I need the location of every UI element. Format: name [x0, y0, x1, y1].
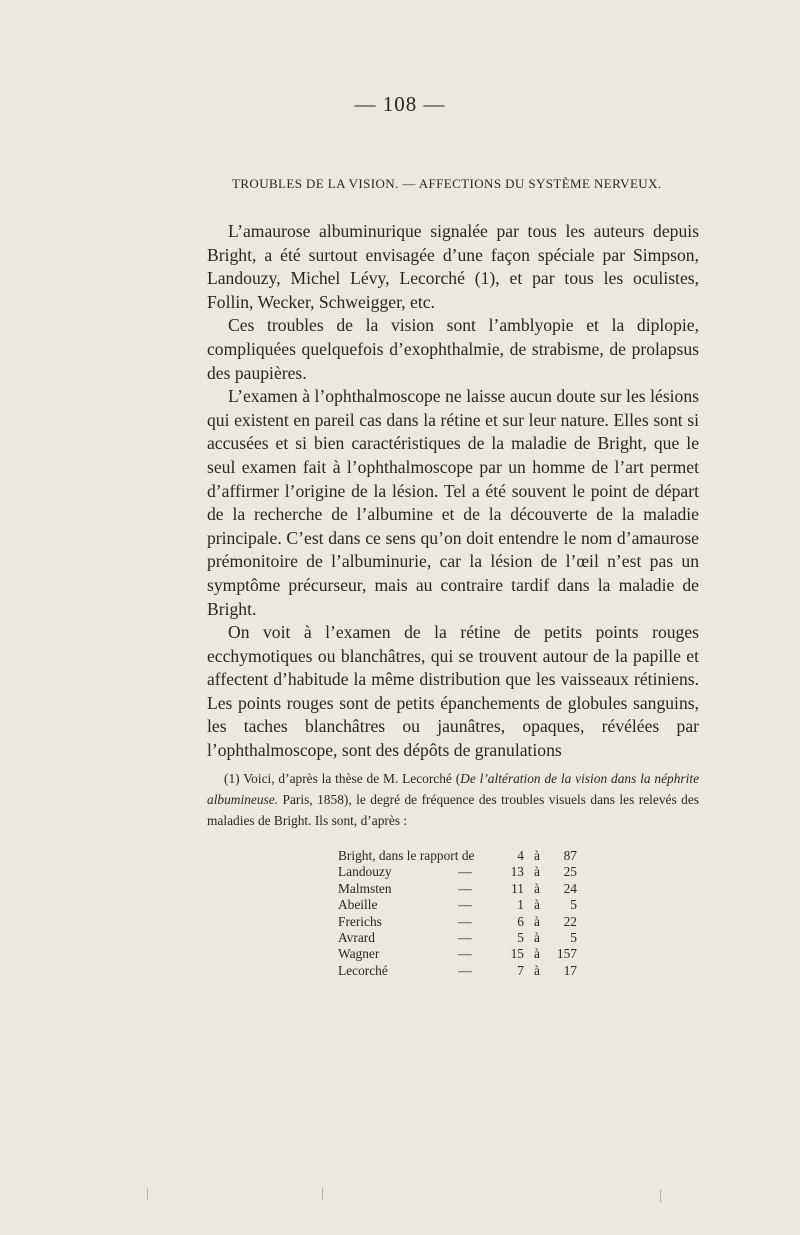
table-cell-low: 15: [510, 946, 524, 962]
page-number: — 108 —: [354, 92, 446, 116]
table-cell-name: Bright, dans le rapport de: [338, 848, 475, 863]
table-cell-low: 7: [517, 962, 524, 978]
table-row: [338, 914, 577, 930]
paper-mark: [147, 1188, 148, 1200]
table-cell-dash: —: [458, 897, 472, 913]
table-cell-dash: —: [458, 930, 472, 946]
table-row: [338, 946, 577, 962]
table-row: [338, 864, 577, 880]
table-cell-low: 1: [517, 897, 524, 913]
footnote-text: [207, 768, 699, 831]
table-cell-a: à: [534, 880, 540, 896]
table-cell-dash: —: [458, 946, 472, 962]
table-row: [338, 897, 577, 913]
table-cell-a: à: [534, 930, 540, 946]
table-cell-a: à: [534, 848, 540, 863]
frequency-table: [338, 848, 577, 979]
table-cell-a: à: [534, 962, 540, 978]
footnote-text-before: (1) Voici, d’après la thèse de M. Lecorché (: [224, 771, 461, 786]
table-cell-high: 87: [563, 848, 577, 863]
table-cell-name: Wagner: [338, 946, 380, 962]
table-row: [338, 881, 577, 897]
table-cell-high: 17: [563, 962, 577, 978]
table-cell-high: 25: [563, 864, 577, 880]
body-text: [207, 220, 699, 763]
table-cell-name: Abeille: [338, 897, 378, 913]
paper-mark: [660, 1190, 661, 1202]
table-cell-dash: —: [458, 880, 472, 896]
paper-mark: [322, 1188, 323, 1200]
footnote-title-italic: De l’altération de la vision dans la néphrite albumineuse.: [207, 771, 700, 807]
table-cell-low: 13: [510, 864, 524, 880]
table-row: [338, 848, 577, 864]
paragraph: Ces troubles de la vision sont l’amblyopie et la diplopie, compliquées quelquefois d’exophthalmie, de strabisme, de prolapsus des paupières.: [207, 315, 699, 383]
table-cell-high: 5: [570, 897, 577, 913]
table-cell-name: Frerichs: [338, 913, 382, 929]
table-cell-low: 4: [517, 848, 524, 863]
table-cell-high: 157: [556, 946, 577, 962]
table-row: [338, 963, 577, 979]
table-cell-high: 22: [563, 913, 577, 929]
table-cell-dash: —: [458, 913, 472, 929]
table-row: [338, 930, 577, 946]
table-cell-a: à: [534, 897, 540, 913]
table-cell-high: 24: [563, 880, 577, 896]
table-cell-name: Malmsten: [338, 880, 392, 896]
table-cell-low: 11: [511, 880, 524, 896]
running-head: TROUBLES DE LA VISION. — AFFECTIONS DU SYSTÈME NERVEUX.: [232, 176, 662, 191]
paragraph: L’examen à l’ophthalmoscope ne laisse aucun doute sur les lésions qui existent en pareil cas dans la rétine et sur leur nature. Elles sont si accusées et si bien caractéristiques de la maladie de Bright, que le seul examen fait à l’ophthalmoscope par un homme de l’art permet d’affirmer l’origine de la lésion. Tel a été souvent le point de départ de la recherche de l’albumine et de la découverte de la maladie principale. C’est dans ce sens qu’on doit entendre le nom d’amaurose prémonitoire de l’albuminurie, car la lésion de l’œil n’est pas un symptôme précurseur, mais au contraire tardif dans la maladie de Bright.: [207, 386, 699, 619]
paragraph: L’amaurose albuminurique signalée par tous les auteurs depuis Bright, a été surtout envisagée d’une façon spéciale par Simpson, Landouzy, Michel Lévy, Lecorché (1), et par tous les oculistes, Follin, Wecker, Schweigger, etc.: [207, 221, 699, 312]
table-cell-dash: —: [458, 864, 472, 880]
table-cell-dash: —: [458, 962, 472, 978]
table-cell-a: à: [534, 913, 540, 929]
table-cell-high: 5: [570, 930, 577, 946]
table-cell-name: Lecorché: [338, 962, 388, 978]
table-cell-low: 6: [517, 913, 524, 929]
footnote: [207, 768, 699, 831]
paragraph: On voit à l’examen de la rétine de petits points rouges ecchymotiques ou blanchâtres, qui se trouvent autour de la papille et affectent d’habitude la même distribution que les vaisseaux rétiniens. Les points rouges sont de petits épanchements de globules sanguins, les taches blanchâtres ou jaunâtres, opaques, révélées par l’ophthalmoscope, sont des dépôts de granulations: [207, 622, 699, 761]
table-cell-name: Landouzy: [338, 864, 392, 880]
footnote-text-after: Paris, 1858), le degré de fréquence des troubles visuels dans les relevés des maladies de Bright. Ils sont, d’après :: [207, 792, 699, 828]
table-cell-a: à: [534, 864, 540, 880]
table-cell-name: Avrard: [338, 930, 375, 946]
table-cell-a: à: [534, 946, 540, 962]
table-cell-low: 5: [517, 930, 524, 946]
